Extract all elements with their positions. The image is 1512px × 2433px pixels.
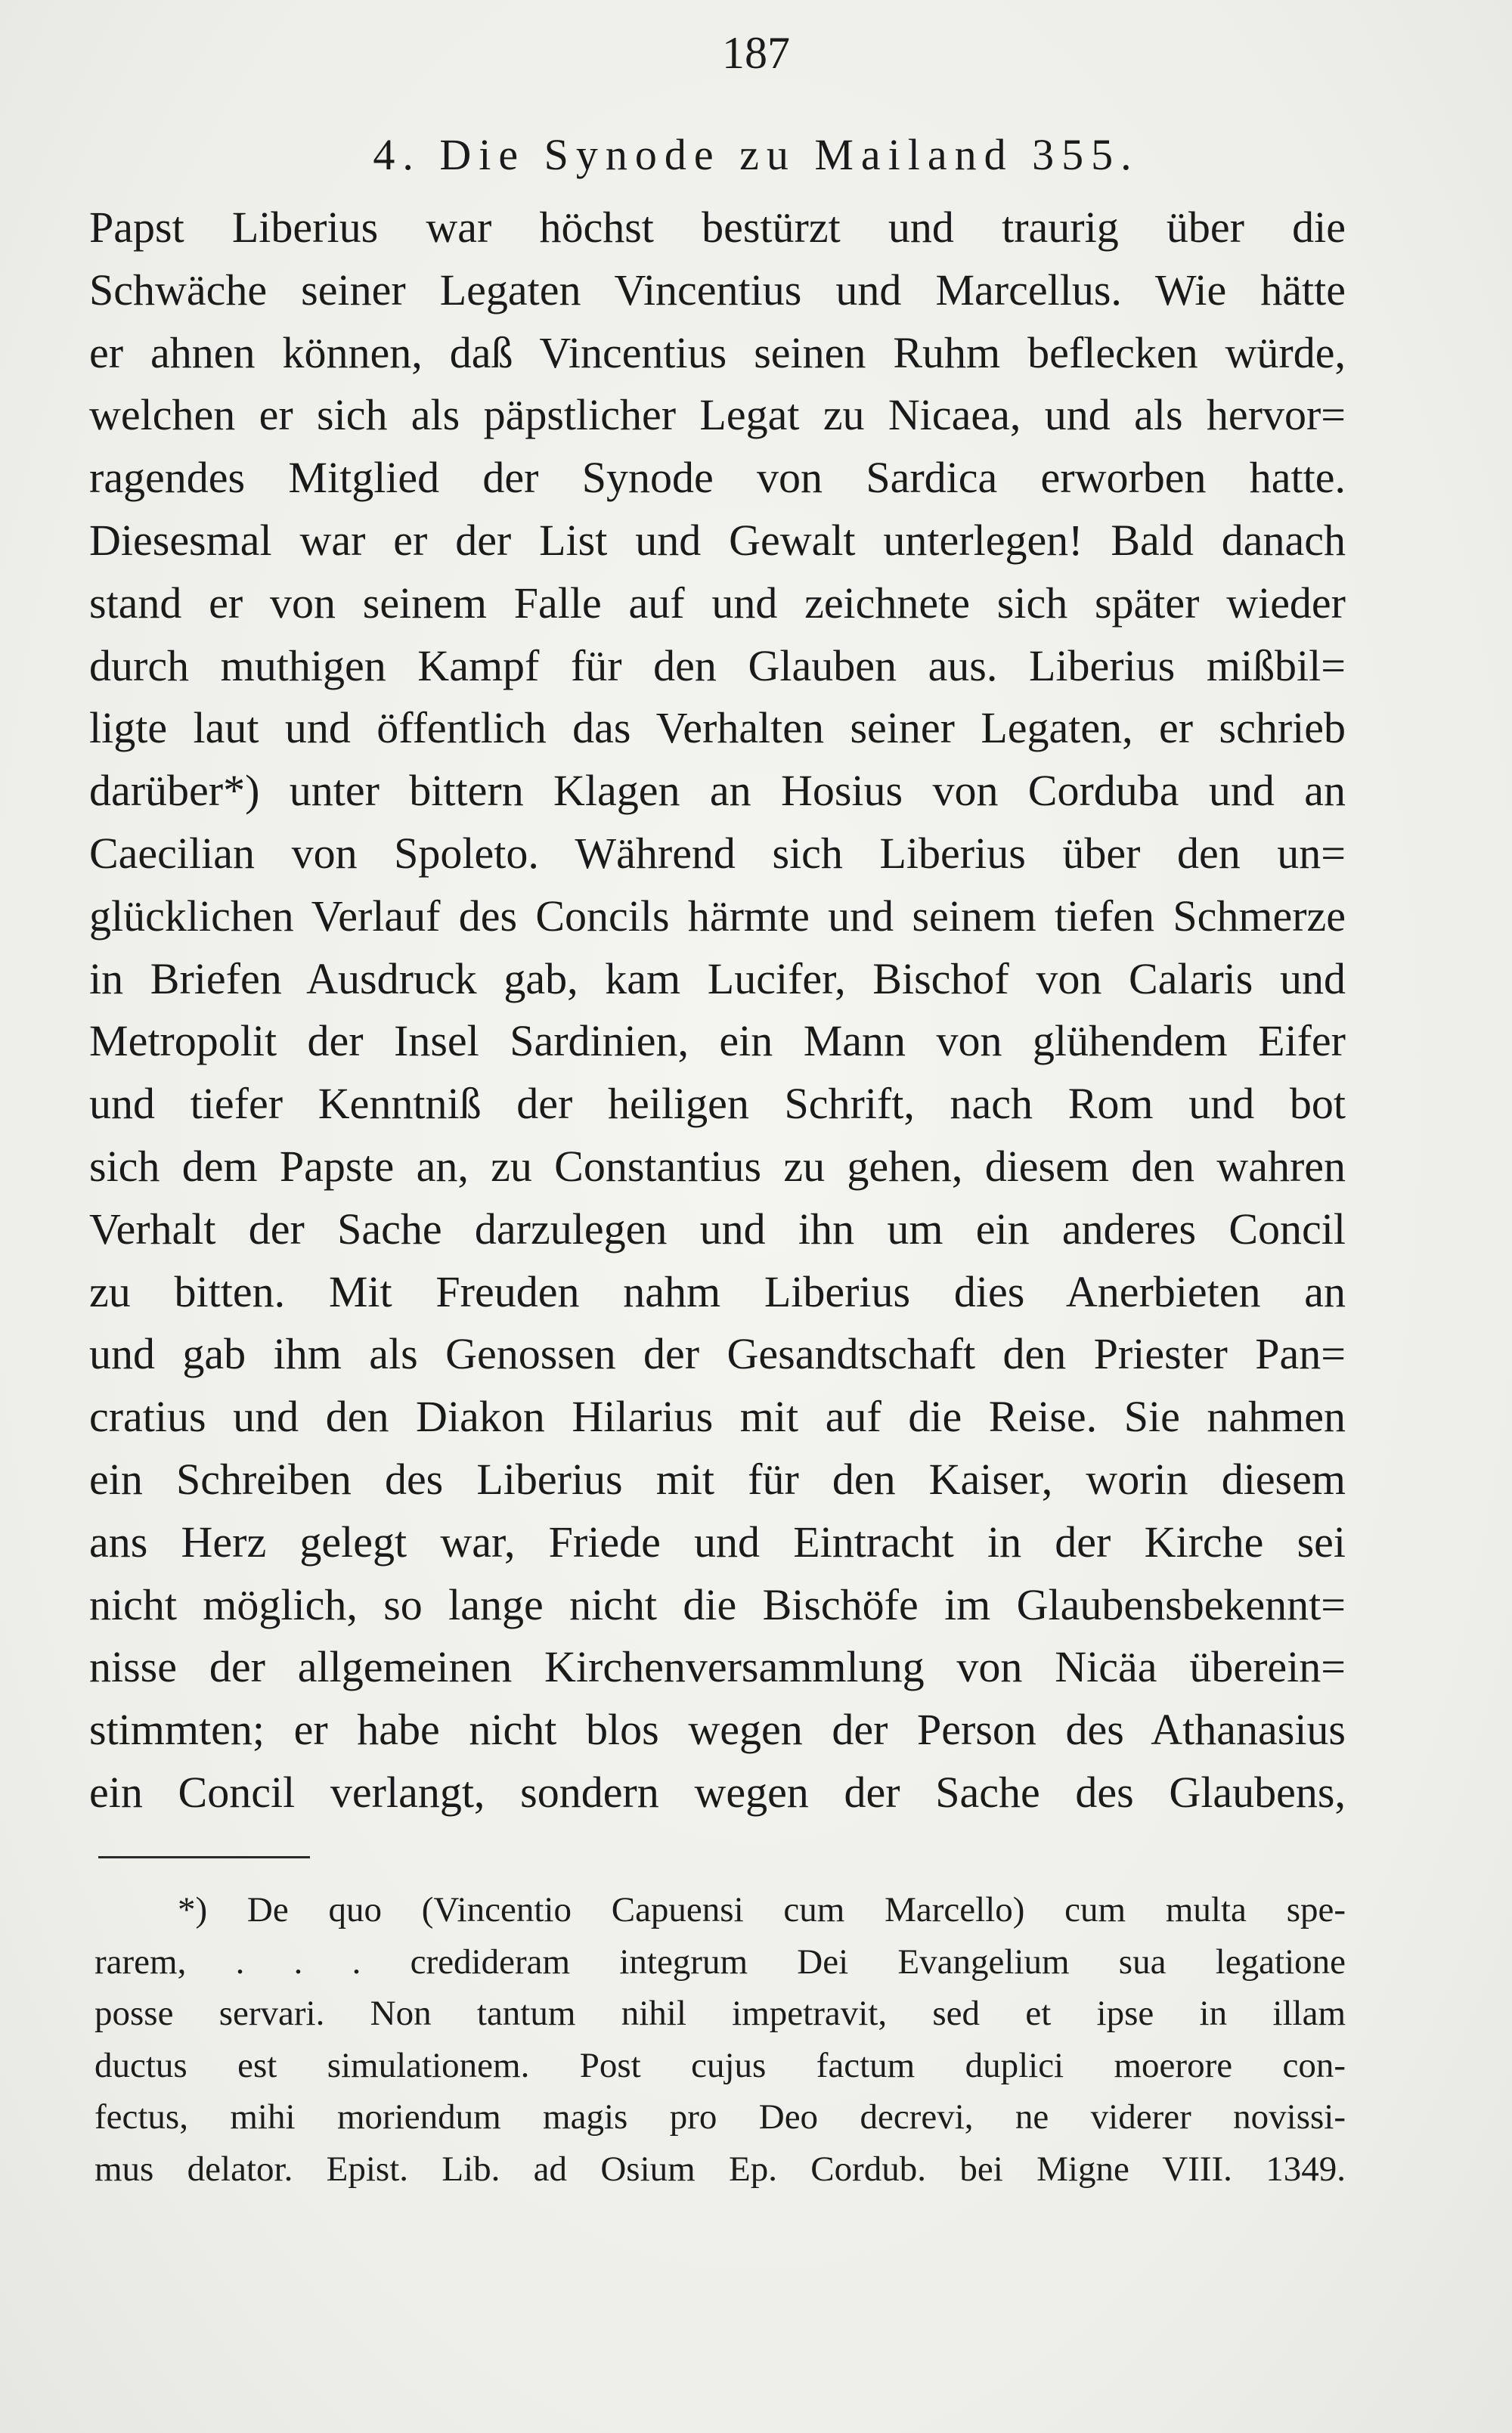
- section-heading: 4. Die Synode zu Mailand 355.: [373, 130, 1139, 179]
- text-line: durch muthigen Kampf für den Glauben aus. Liberius mißbil=: [89, 640, 1346, 690]
- text-line: ans Herz gelegt war, Friede und Eintracht in der Kirche sei: [89, 1517, 1346, 1567]
- text-line: stimmten; er habe nicht blos wegen der Person des Athanasius: [89, 1705, 1346, 1755]
- text-line: ein Schreiben des Liberius mit für den Kaiser, worin diesem: [89, 1454, 1346, 1504]
- body-text: [89, 197, 1346, 1824]
- text-line: ein Concil verlangt, sondern wegen der Sache des Glaubens,: [89, 1767, 1346, 1817]
- footnote-line: mus delator. Epist. Lib. ad Osium Ep. Cordub. bei Migne VIII. 1349.: [94, 2149, 1346, 2189]
- text-line: er ahnen können, daß Vincentius seinen Ruhm beflecken würde,: [89, 327, 1346, 377]
- text-line: ligte laut und öffentlich das Verhalten seiner Legaten, er schrieb: [89, 703, 1346, 753]
- text-line: Diesesmal war er der List und Gewalt unterlegen! Bald danach: [89, 515, 1346, 565]
- text-line: Caecilian von Spoleto. Während sich Liberius über den un=: [89, 828, 1346, 878]
- text-line: und gab ihm als Genossen der Gesandtschaft den Priester Pan=: [89, 1329, 1346, 1379]
- footnote: [94, 1884, 1346, 2195]
- footnote-divider: [98, 1856, 310, 1858]
- footnote-line: rarem, . . . credideram integrum Dei Evangelium sua legatione: [94, 1942, 1346, 1982]
- footnote-line: *) De quo (Vincentio Capuensi cum Marcello) cum multa spe-: [178, 1890, 1346, 1929]
- text-line: welchen er sich als päpstlicher Legat zu Nicaea, und als hervor=: [89, 390, 1346, 440]
- footnote-line: posse servari. Non tantum nihil impetravit, sed et ipse in illam: [94, 1994, 1346, 2033]
- page-number: 187: [722, 28, 790, 78]
- text-line: glücklichen Verlauf des Concils härmte und seinem tiefen Schmerze: [89, 891, 1346, 941]
- footnote-line: fectus, mihi moriendum magis pro Deo decrevi, ne viderer novissi-: [94, 2097, 1346, 2137]
- footnote-line: ductus est simulationem. Post cujus factum duplici moerore con-: [94, 2045, 1346, 2085]
- text-line: und tiefer Kenntniß der heiligen Schrift, nach Rom und bot: [89, 1079, 1346, 1129]
- text-line: zu bitten. Mit Freuden nahm Liberius dies Anerbieten an: [89, 1266, 1346, 1316]
- text-line: Papst Liberius war höchst bestürzt und traurig über die: [89, 203, 1346, 252]
- text-line: Verhalt der Sache darzulegen und ihn um ein anderes Concil: [89, 1204, 1346, 1254]
- text-line: nicht möglich, so lange nicht die Bischöfe im Glaubensbekennt=: [89, 1579, 1346, 1629]
- text-line: nisse der allgemeinen Kirchenversammlung von Nicäa überein=: [89, 1642, 1346, 1692]
- text-line: in Briefen Ausdruck gab, kam Lucifer, Bischof von Calaris und: [89, 953, 1346, 1003]
- text-line: darüber*) unter bittern Klagen an Hosius von Corduba und an: [89, 766, 1346, 816]
- text-line: Metropolit der Insel Sardinien, ein Mann von glühendem Eifer: [89, 1016, 1346, 1066]
- text-line: cratius und den Diakon Hilarius mit auf die Reise. Sie nahmen: [89, 1392, 1346, 1442]
- text-line: sich dem Papste an, zu Constantius zu gehen, diesem den wahren: [89, 1141, 1346, 1191]
- text-line: stand er von seinem Falle auf und zeichnete sich später wieder: [89, 578, 1346, 628]
- text-line: Schwäche seiner Legaten Vincentius und Marcellus. Wie hätte: [89, 265, 1346, 315]
- text-line: ragendes Mitglied der Synode von Sardica erworben hatte.: [89, 453, 1346, 503]
